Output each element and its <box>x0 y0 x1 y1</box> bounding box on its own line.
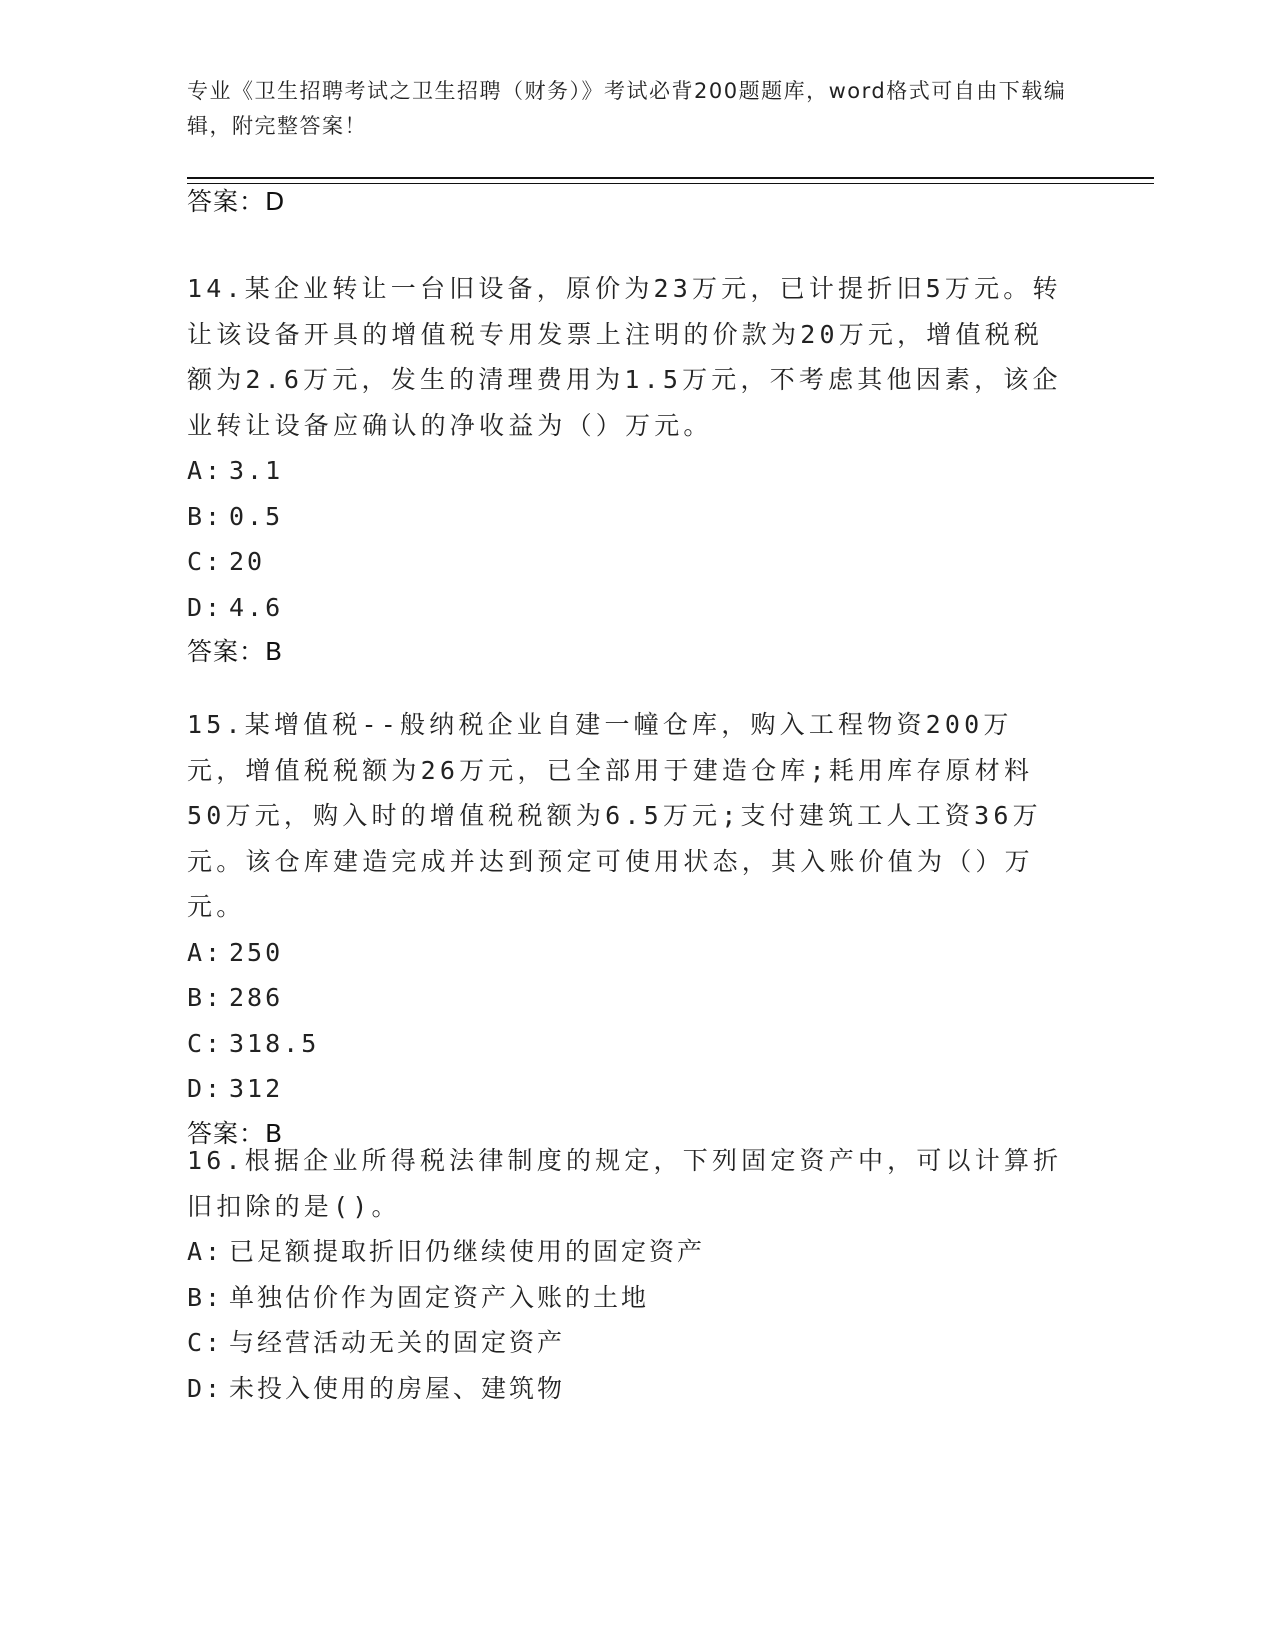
question-block-14 <box>187 266 1067 674</box>
option-c <box>187 1320 1067 1366</box>
option-c <box>187 1021 1067 1067</box>
option-b <box>187 975 1067 1021</box>
option-b <box>187 1275 1067 1321</box>
option-key: A: <box>187 1237 224 1266</box>
option-text: 250 <box>229 937 284 967</box>
option-text: 未投入使用的房屋、建筑物 <box>229 1373 566 1403</box>
option-key: D: <box>187 1373 224 1403</box>
option-text: 20 <box>229 547 266 576</box>
question-text: 14.某企业转让一台旧设备，原价为23万元，已计提折旧5万元。转让该设备开具的增值税专用发票上注明的价款为20万元，增值税税额为2.6万元，发生的清理费用为1.5万元，不考虑其他因素，该企业转让设备应确认的净收益为（）万元。 <box>187 274 1062 440</box>
option-a <box>187 930 1067 976</box>
option-key: A: <box>187 456 224 485</box>
question-block-15 <box>187 702 1067 1156</box>
option-key: D: <box>187 1074 224 1103</box>
answer-line: 答案：D <box>187 187 286 216</box>
option-key: C: <box>187 547 224 576</box>
document-header <box>187 74 1067 144</box>
header-text: 专业《卫生招聘考试之卫生招聘（财务）》考试必背200题题库，word格式可自由下载编辑，附完整答案！ <box>187 79 1067 138</box>
option-b <box>187 494 1067 540</box>
option-key: C: <box>187 1028 224 1058</box>
option-text: 已足额提取折旧仍继续使用的固定资产 <box>229 1237 706 1266</box>
header-rule-thick <box>187 177 1154 179</box>
question-text: 15.某增值税--般纳税企业自建一幢仓库，购入工程物资200万元，增值税税额为26万元，已全部用于建造仓库;耗用库存原材料50万元，购入时的增值税税额为6.5万元;支付建筑工人工资36万元。该仓库建造完成并达到预定可使用状态，其入账价值为（）万元。 <box>187 710 1042 921</box>
option-d <box>187 1066 1067 1112</box>
question-text: 16.根据企业所得税法律制度的规定，下列固定资产中，可以计算折旧扣除的是()。 <box>187 1146 1063 1221</box>
option-a <box>187 1229 1067 1275</box>
option-text: 312 <box>229 1074 284 1103</box>
option-key: B: <box>187 1282 224 1312</box>
option-key: D: <box>187 592 224 622</box>
option-key: B: <box>187 501 224 531</box>
question-block-16 <box>187 1138 1067 1411</box>
option-text: 4.6 <box>229 592 284 622</box>
option-key: C: <box>187 1328 224 1357</box>
option-text: 0.5 <box>229 501 284 531</box>
option-text: 318.5 <box>229 1028 320 1058</box>
option-c <box>187 539 1067 585</box>
answer-line: 答案：B <box>187 1118 284 1148</box>
option-text: 286 <box>229 983 284 1012</box>
answer-line: 答案：B <box>187 637 284 666</box>
option-text: 单独估价作为固定资产入账的土地 <box>229 1282 650 1312</box>
option-text: 与经营活动无关的固定资产 <box>229 1328 566 1357</box>
option-a <box>187 448 1067 494</box>
option-key: B: <box>187 983 224 1012</box>
option-text: 3.1 <box>229 456 284 485</box>
option-d <box>187 1366 1067 1412</box>
option-d <box>187 585 1067 631</box>
option-key: A: <box>187 937 224 967</box>
